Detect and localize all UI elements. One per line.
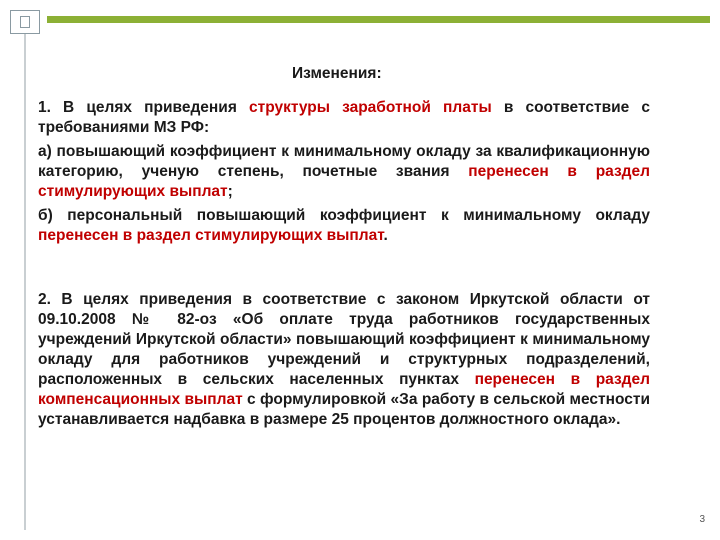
item-2-text: 2. В целях приведения в соответствие с законом Иркутской области от 09.10.2008 № 82-оз «Об оплате труда работников государственных учреждений Иркутской области» повышающий коэффициент к минимальному окладу для работников учреждений и структурных подразделений, расположенных в сельских населенных пунктах bbox=[38, 291, 650, 388]
item-2-highlight: перенесен в раздел компенсационных выплат bbox=[38, 371, 650, 408]
paragraph-item-1a bbox=[38, 142, 650, 202]
item-2-text-end: с формулировкой «За работу в сельской местности устанавливается надбавка в размере 25 процентов должностного оклада». bbox=[38, 391, 650, 428]
page-number: 3 bbox=[699, 514, 705, 525]
item-1b-highlight: перенесен в раздел стимулирующих выплат bbox=[38, 227, 384, 244]
green-accent-line bbox=[47, 16, 710, 23]
top-decoration-bar bbox=[10, 10, 710, 34]
item-1a-text-end: ; bbox=[227, 183, 233, 200]
left-vertical-rule bbox=[24, 34, 26, 530]
slide-title: Изменения: bbox=[292, 65, 382, 82]
item-1-highlight: структуры заработной платы bbox=[249, 99, 492, 116]
corner-square-icon bbox=[10, 10, 40, 34]
item-1a-text: а) повышающий коэффициент к минимальному окладу за квалификационную категорию, ученую степень, почетные звания bbox=[38, 143, 650, 180]
item-1b-text-end: . bbox=[383, 227, 388, 244]
item-1-text-end: в соответствие с требованиями МЗ РФ: bbox=[38, 99, 650, 136]
item-1-text: 1. В целях приведения bbox=[38, 99, 249, 116]
slide-body-section-1 bbox=[38, 98, 650, 246]
paragraph-item-1b bbox=[38, 206, 650, 246]
slide-body-section-2 bbox=[38, 290, 650, 430]
item-1b-text: б) персональный повышающий коэффициент к минимальному окладу bbox=[38, 207, 650, 224]
paragraph-item-1 bbox=[38, 98, 650, 138]
item-1a-highlight: перенесен в раздел стимулирующих выплат bbox=[38, 163, 650, 200]
paragraph-item-2 bbox=[38, 290, 650, 430]
